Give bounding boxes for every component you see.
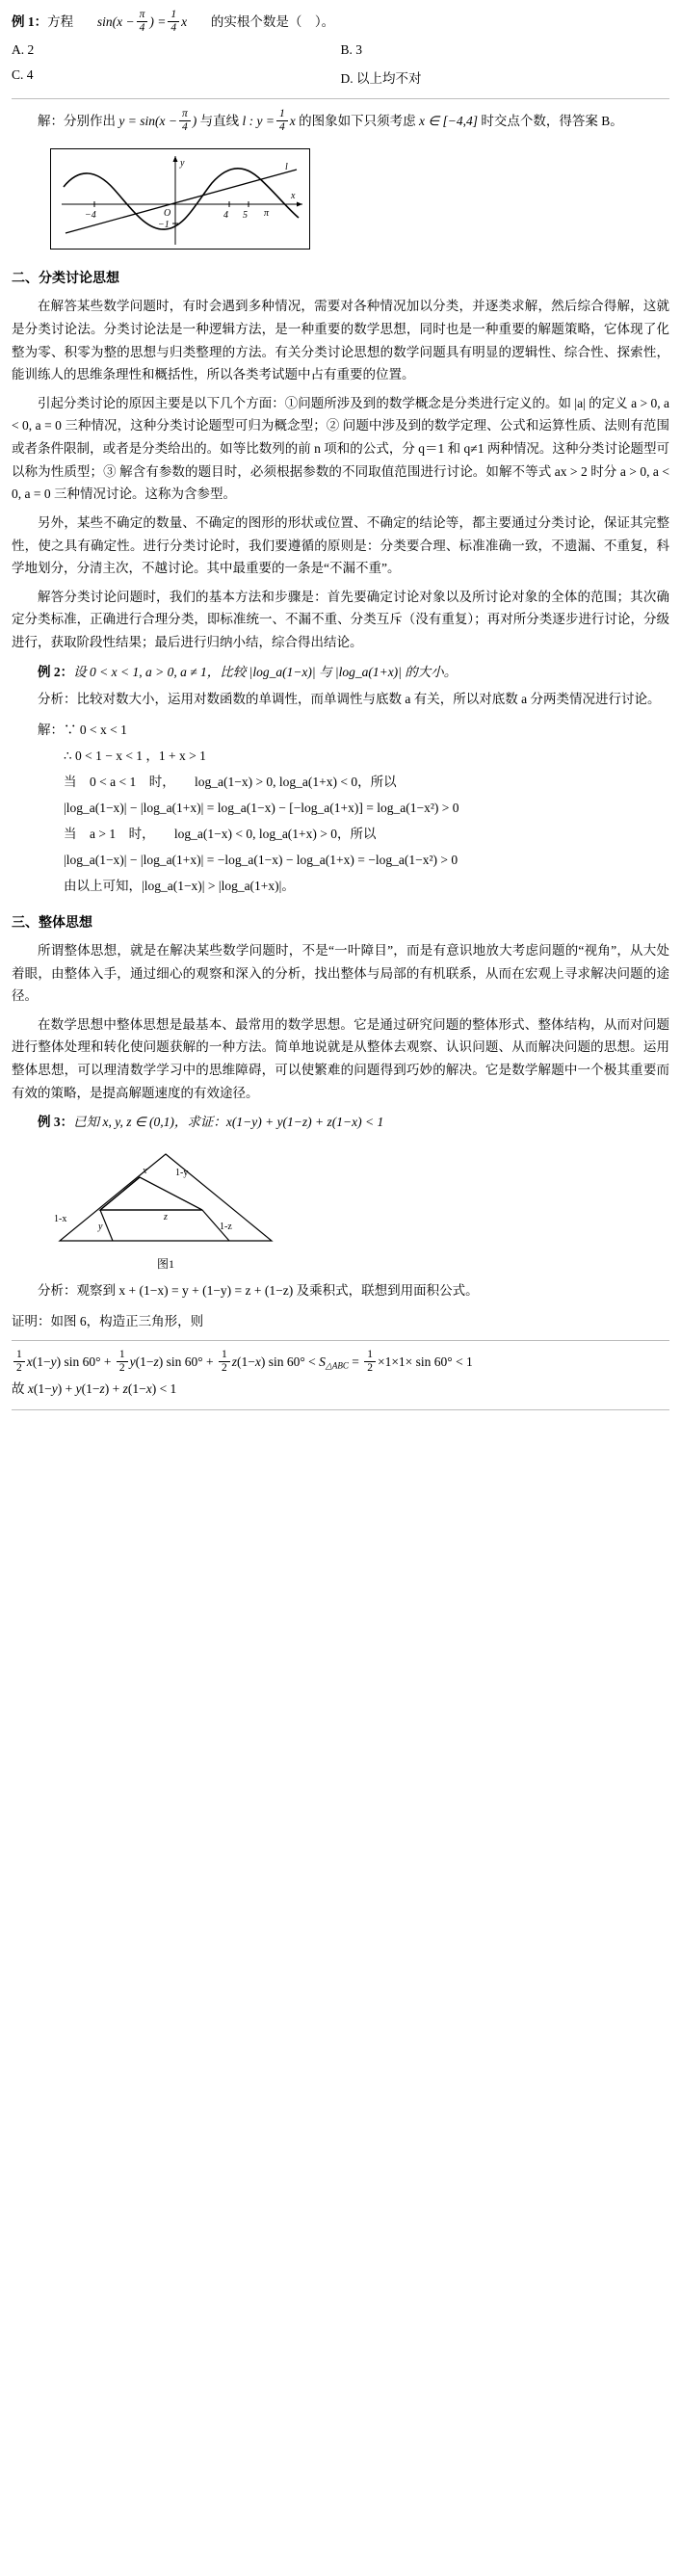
- example1-solution: [12, 109, 669, 136]
- divider-1: [12, 98, 669, 99]
- sine-and-line-graph: [50, 148, 310, 250]
- example2-line-3: 当 0 < a < 1 时， log_a(1−x) > 0, log_a(1+x) < 0，所以: [64, 774, 397, 789]
- example1-eq-sin: sin(x −: [96, 14, 135, 29]
- svg-text:5: 5: [243, 210, 248, 222]
- example2-line-1: 解：∵ 0 < x < 1: [38, 722, 127, 737]
- example3-label: 例 3：: [38, 1115, 74, 1130]
- figure-triangle: [12, 1144, 669, 1272]
- example2-line-6: |log_a(1−x)| − |log_a(1+x)| = −log_a(1−x) − log_a(1+x) = −log_a(1−x²) > 0: [64, 852, 458, 867]
- svg-text:−4: −4: [85, 210, 96, 222]
- svg-text:1-y: 1-y: [175, 1167, 189, 1178]
- example1-stem: [12, 10, 669, 37]
- example3-analysis: 分析：观察到 x + (1−x) = y + (1−y) = z + (1−z) 及乘积式，联想到用面积公式。: [38, 1282, 479, 1298]
- option-b[interactable]: B. 3: [340, 41, 363, 57]
- section3-paragraph-2: 在数学思想中整体思想是最基本、最常用的数学思想。它是通过研究问题的整体形式、整体结构，从而对问题进行整体处理和转化使问题获解的一种方法。简单地说就是从整体去观察、认识问题、从而解决问题的思想。运用整体思想，可以理清数学学习中的思维障碍，可以使繁难的问题得到巧妙的解决。它是数学解题中一个极其重要而有效的策略，是提高解题速度的有效途径。: [12, 1016, 669, 1100]
- example3-stem: [12, 1110, 669, 1135]
- section2-paragraph-4: 解答分类讨论问题时，我们的基本方法和步骤是：首先要确定讨论对象以及所讨论对象的全体的范围；其次确定分类标准，正确进行合理分类，即标准统一、不漏不重、分类互斥（没有重复）；再对所分类逐步进行讨论，分级进行，获取阶段性结果；最后进行归纳小结，综合得出结论。: [12, 589, 669, 649]
- final-line-1: $\frac{1}{2}$ x(1−y) sin 60° + $\frac{1}{2}$ y(1−z) sin 60° + $\frac{1}{2}$ z(1−x) $\sin 60^\circ < S_{\triangle ABC}$ = $\frac{1}{2}$ ×1×1× sin 60° < 1: [12, 1349, 669, 1377]
- example1-eq-mid: ) =: [149, 14, 167, 29]
- figure-caption: 图1: [156, 1256, 174, 1271]
- example1-options-row2: [12, 67, 669, 87]
- svg-text:l: l: [285, 162, 288, 173]
- example1-frac-1-4: $\frac{1}{4}$: [168, 9, 179, 35]
- section2-title: 二、分类讨论思想: [12, 272, 119, 287]
- option-a[interactable]: A. 2: [12, 41, 35, 57]
- example2-line-2: ∴ 0 < 1 − x < 1 ，1 + x > 1: [64, 748, 206, 763]
- svg-text:y: y: [180, 158, 185, 170]
- frac-half-1: $\frac{1}{2}$: [13, 1349, 25, 1375]
- final-formula-box: [12, 1340, 669, 1411]
- svg-text:O: O: [164, 208, 171, 220]
- example2-line-5: 当 a > 1 时， log_a(1−x) < 0, log_a(1+x) > 0，所以: [64, 826, 377, 841]
- solution-mid: 与直线: [199, 113, 240, 128]
- svg-text:1-z: 1-z: [220, 1221, 232, 1232]
- example1-frac-pi-4: $\frac{\pi}{4}$: [137, 9, 148, 35]
- option-c[interactable]: C. 4: [12, 66, 34, 82]
- section2-paragraph-1: 在解答某些数学问题时，有时会遇到多种情况，需要对各种情况加以分类，并逐类求解，然后综合得解，这就是分类讨论法。分类讨论法是一种逻辑方法，是一种重要的数学思想，同时也是一种重要的解题策略，它体现了化整为零、积零为整的思想与归类整理的方法。有关分类讨论思想的数学问题具有明显的逻辑性、综合性、探索性，能训练人的思维条理性和概括性，所以各类考试题中占有重要的位置。: [12, 299, 669, 382]
- solution-post: 的图象如下只须考虑: [299, 113, 416, 128]
- solution-range: x ∈ [−4,4]: [418, 113, 478, 128]
- example1-stem-pre: 方程: [47, 14, 74, 29]
- solution-curve-eq: y = sin(x − $\frac{\pi}{4}$ ): [118, 107, 197, 134]
- example1-label: 例 1：: [12, 14, 48, 29]
- final-line-2: 故 x(1−y) + y(1−z) + z(1−x) < 1: [12, 1381, 177, 1397]
- example2-stem: [12, 660, 669, 685]
- example1-stem-post: 的实根个数是（ ）。: [210, 14, 335, 29]
- example2-line-4: |log_a(1−x)| − |log_a(1+x)| = log_a(1−x) − [−log_a(1+x)] = log_a(1−x²) > 0: [64, 800, 459, 815]
- svg-text:π: π: [264, 208, 270, 220]
- frac-half-2: $\frac{1}{2}$: [117, 1349, 128, 1375]
- example1-options-row1: [12, 42, 669, 58]
- svg-text:x: x: [143, 1165, 147, 1176]
- frac-half-4: $\frac{1}{2}$: [364, 1349, 376, 1375]
- example2-label: 例 2：: [38, 664, 74, 679]
- section3-paragraph-1: 所谓整体思想，就是在解决某些数学问题时，不是“一叶障目”，而是有意识地放大考虑问题的“视角”，从大处着眼，由整体入手，通过细心的观察和深入的分析，找出整体与局部的有机联系，从而在宏观上寻求解决问题的途径。: [12, 942, 669, 1004]
- solution-line-eq: l : y = $\frac{1}{4}$ x: [242, 107, 296, 134]
- svg-text:x: x: [291, 191, 296, 202]
- svg-text:4: 4: [223, 210, 228, 222]
- example2-stem-text: 设 0 < x < 1, a > 0, a ≠ 1，比较 |log_a(1−x)| 与 |log_a(1+x)| 的大小。: [73, 664, 458, 679]
- figure-sine-line-graph: [12, 148, 669, 254]
- svg-text:−1: −1: [158, 220, 170, 231]
- example1-equation: [96, 9, 191, 35]
- section2-paragraph-3: 另外，某些不确定的数量、不确定的图形的形状或位置、不确定的结论等，都主要通过分类讨论，保证其完整性，使之具有确定性。进行分类讨论时，我们要遵循的原则是：分类要合理、标准准确一致，不遗漏、不重复，科学地划分，分清主次，不越讨论。其中最重要的一条是“不漏不重”。: [12, 514, 669, 576]
- frac-half-3: $\frac{1}{2}$: [219, 1349, 230, 1375]
- svg-text:1-x: 1-x: [54, 1213, 67, 1224]
- svg-text:y: y: [98, 1221, 103, 1232]
- example3-stem-text: 已知 x, y, z ∈ (0,1)，求证：x(1−y) + y(1−z) + z(1−x) < 1: [73, 1115, 384, 1130]
- example2-analysis: 分析：比较对数大小，运用对数函数的单调性，而单调性与底数 a 有关，所以对底数 a 分两类情况进行讨论。: [38, 692, 661, 707]
- equilateral-triangle-construction: [40, 1144, 291, 1250]
- svg-text:z: z: [164, 1211, 168, 1222]
- example2-line-7: 由以上可知，|log_a(1−x)| > |log_a(1+x)|。: [64, 878, 295, 893]
- example3-proof-intro: 证明：如图 6，构造正三角形，则: [12, 1313, 204, 1328]
- example1-eq-x: x: [181, 14, 188, 29]
- section3-title: 三、整体思想: [12, 915, 92, 931]
- section2-paragraph-2: 引起分类讨论的原因主要是以下几个方面：①问题所涉及到的数学概念是分类进行定义的。如 |a| 的定义 a > 0, a < 0, a = 0 三种情况，这种分类讨论题型可归为概念型；② 问题中涉及到的数学定理、公式和运算性质、法则有范围或者条件限制，或者是分类给出的。如等比数列的前 n 项和的公式，分 q＝1 和 q≠1 两种情况。这种分类讨论题型可以称为性质型；③ 解含有参数的题目时，必须根据参数的不同取值范围进行讨论。如解不等式 ax > 2 时分 a > 0, a < 0, a = 0 三种情况讨论。这称为含参型。: [12, 395, 669, 502]
- solution-tail: 时交点个数，得答案 B。: [481, 113, 623, 128]
- solution-prefix: 解：分别作出: [38, 113, 116, 128]
- option-d[interactable]: D. 以上均不对: [340, 70, 422, 86]
